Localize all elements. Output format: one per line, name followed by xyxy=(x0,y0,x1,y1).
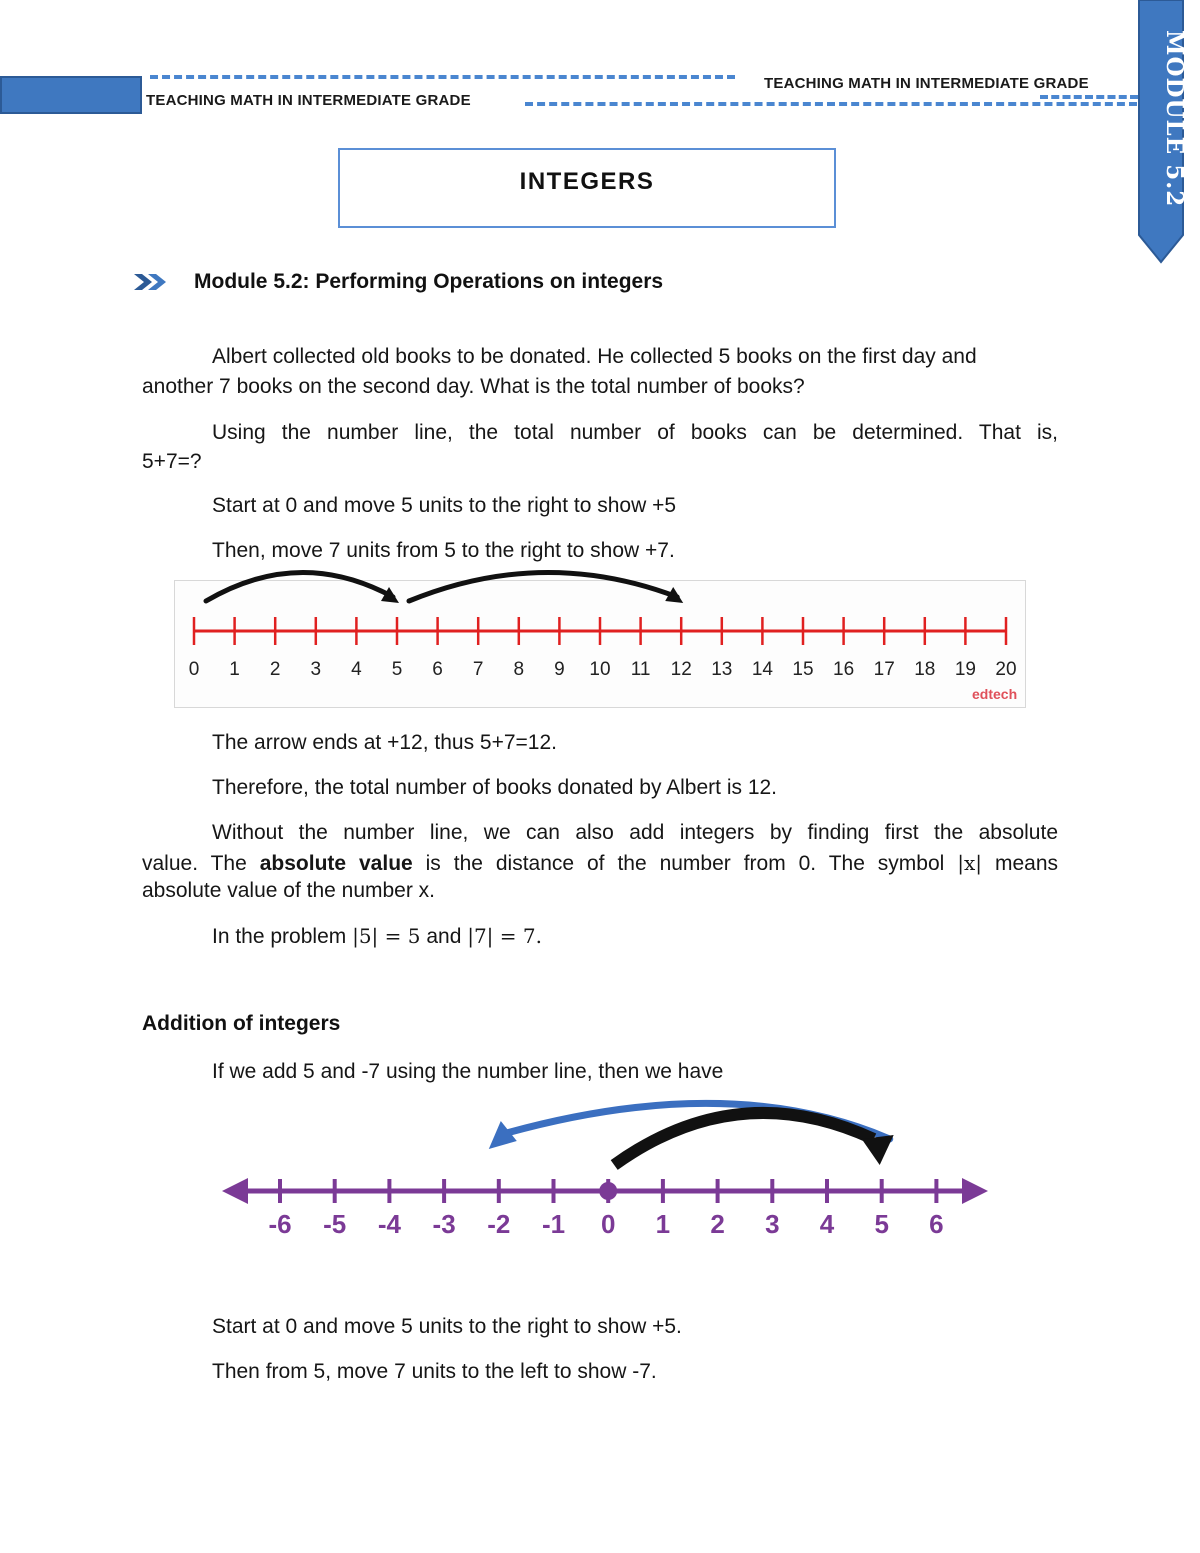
nl1-tick-label: 20 xyxy=(995,659,1017,680)
header-left-title: TEACHING MATH IN INTERMEDIATE GRADE xyxy=(146,92,471,109)
nl1-tick-label: 8 xyxy=(513,659,525,680)
p8-pre: In the problem xyxy=(212,925,353,948)
nl2-tick-label: 4 xyxy=(819,1209,835,1239)
edtech-logo: edtech xyxy=(972,686,1018,702)
nl1-tick-label: 2 xyxy=(269,659,281,680)
nl2-right-arrowhead xyxy=(862,1135,894,1165)
p7-line2-pre: value. The xyxy=(142,852,260,875)
nl2-tick-label: -3 xyxy=(432,1209,456,1239)
nl1-tick-label: 17 xyxy=(873,659,895,680)
header-blue-tab xyxy=(0,76,142,114)
header-right-title: TEACHING MATH IN INTERMEDIATE GRADE xyxy=(764,75,1089,92)
p2-line2: 5+7=? xyxy=(142,450,202,473)
nl1-tick-label: 4 xyxy=(351,659,362,680)
p11: Then from 5, move 7 units to the left to show -7. xyxy=(212,1360,657,1383)
p3: Start at 0 and move 5 units to the right to show +5 xyxy=(212,494,677,517)
absolute-value-term: absolute value xyxy=(259,852,413,875)
nl1-tick-label: 5 xyxy=(391,659,403,680)
nl1-tick-label: 19 xyxy=(954,659,976,680)
nl2-tick-label: -4 xyxy=(377,1209,401,1239)
p7-line1: Without the number line, we can also add integers by finding first the absolute xyxy=(212,821,1058,844)
abs-symbol: |x| xyxy=(957,851,983,875)
double-chevron-icon xyxy=(134,272,174,292)
nl1-tick-label: 15 xyxy=(792,659,814,680)
nl1-tick-label: 7 xyxy=(472,659,484,680)
page-title: INTEGERS xyxy=(519,168,655,195)
p7-line2 xyxy=(142,848,1058,879)
header-dash-bottom xyxy=(525,102,1137,106)
p8-mid: and xyxy=(420,925,468,948)
nl2-tick-label: -1 xyxy=(541,1209,566,1239)
nl1-jump-arc xyxy=(206,572,393,601)
nl2-tick-label: -6 xyxy=(268,1209,292,1239)
nl1-tick-label: 6 xyxy=(432,659,443,680)
nl1-tick-label: 3 xyxy=(310,659,322,680)
p2-line1: Using the number line, the total number of books can be determined. That is, xyxy=(212,421,1058,444)
nl1-arrowhead xyxy=(381,587,399,603)
p4: Then, move 7 units from 5 to the right to show +7. xyxy=(212,539,675,562)
p1-line1: Albert collected old books to be donated. He collected 5 books on the first day and xyxy=(212,345,977,368)
nl1-tick-label: 16 xyxy=(833,659,855,680)
nl2-tick-label: 1 xyxy=(655,1209,671,1239)
p10: Start at 0 and move 5 units to the right to show +5. xyxy=(212,1315,682,1338)
p7-line2-mid: is the distance of the number from 0. The symbol xyxy=(412,852,958,875)
nl2-left-arrow xyxy=(222,1178,248,1204)
module-heading xyxy=(134,270,663,294)
nl1-tick-label: 1 xyxy=(229,659,240,680)
nl1-tick-label: 14 xyxy=(751,659,773,680)
nl1-tick-label: 12 xyxy=(670,659,692,680)
nl1-tick-label: 0 xyxy=(188,659,200,680)
header-dash-top xyxy=(150,75,735,79)
p8-expr1: |5| = 5 xyxy=(352,924,421,948)
module-heading-text: Module 5.2: Performing Operations on integers xyxy=(194,270,664,293)
module-ribbon-label: MODULE 5.2 xyxy=(1161,30,1188,208)
p8 xyxy=(212,921,542,952)
p5: The arrow ends at +12, thus 5+7=12. xyxy=(212,731,557,754)
p6: Therefore, the total number of books donated by Albert is 12. xyxy=(212,776,778,799)
p1-line2: another 7 books on the second day. What is the total number of books? xyxy=(142,375,805,398)
nl2-right-jump-arc xyxy=(614,1113,874,1165)
nl2-start-point xyxy=(599,1182,617,1200)
nl1-tick-label: 11 xyxy=(630,659,651,680)
nl1-tick-label: 9 xyxy=(554,659,565,680)
addition-heading: Addition of integers xyxy=(142,1012,341,1035)
nl1-tick-label: 13 xyxy=(711,659,733,680)
nl1-tick-label: 18 xyxy=(914,659,936,680)
p9: If we add 5 and -7 using the number line, then we have xyxy=(212,1060,724,1083)
title-box xyxy=(338,148,836,228)
nl1-jump-arc xyxy=(409,572,677,601)
p7-line3: absolute value of the number x. xyxy=(142,879,436,902)
p8-expr2: |7| = 7. xyxy=(467,924,542,948)
nl2-right-arrow xyxy=(962,1178,988,1204)
nl2-tick-label: 3 xyxy=(765,1209,780,1239)
nl1-tick-label: 10 xyxy=(589,659,611,680)
nl2-tick-label: 0 xyxy=(600,1209,616,1239)
header-dash-right xyxy=(1040,95,1138,99)
number-line-2 xyxy=(200,1080,1000,1250)
p7-line2-post: means xyxy=(982,852,1058,875)
number-line-1 xyxy=(174,560,1026,710)
nl2-tick-label: 6 xyxy=(929,1209,944,1239)
nl2-tick-label: 5 xyxy=(874,1209,889,1239)
nl2-tick-label: 2 xyxy=(710,1209,725,1239)
nl2-tick-label: -2 xyxy=(487,1209,511,1239)
nl2-tick-label: -5 xyxy=(323,1209,347,1239)
